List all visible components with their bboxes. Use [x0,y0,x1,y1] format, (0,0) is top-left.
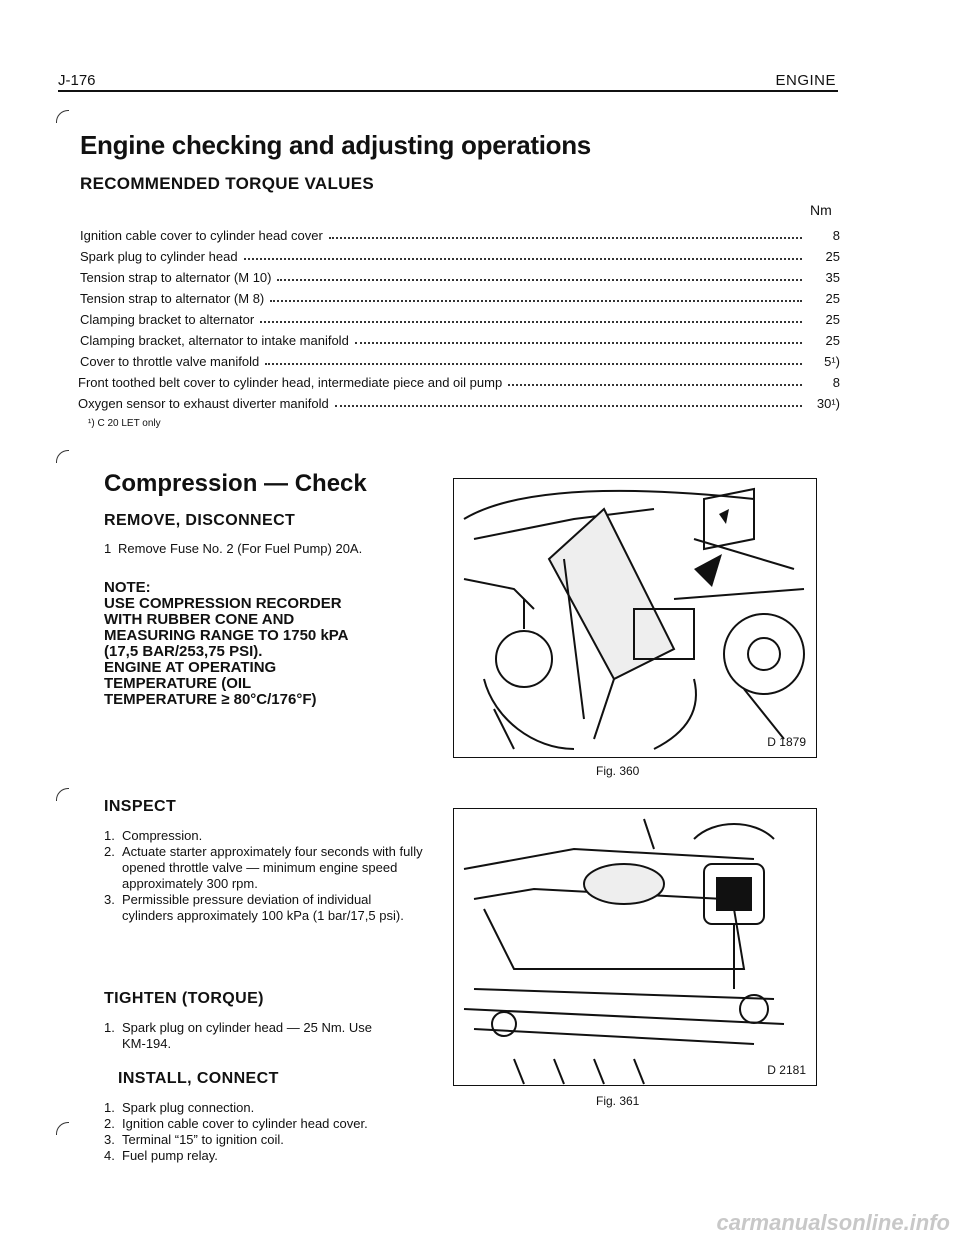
torque-row: Clamping bracket, alternator to intake manifold 25 [80,333,840,348]
torque-unit: Nm [810,202,832,218]
section-title: ENGINE [775,72,836,89]
list-item: 2. Ignition cable cover to cylinder head cover. [104,1116,368,1131]
torque-row: Clamping bracket to alternator 25 [80,312,840,327]
install-heading: INSTALL, CONNECT [118,1070,279,1087]
cylinder-head-illustration [454,809,816,1085]
torque-heading: RECOMMENDED TORQUE VALUES [80,174,375,193]
torque-table [80,222,840,411]
watermark: carmanualsonline.info [716,1210,950,1235]
list-item: 3. Permissible pressure deviation of individual cylinders approximately 100 kPa (1 bar/17,5 psi). [104,892,404,923]
inspect-list [104,828,424,924]
page-title: Engine checking and adjusting operations [80,130,591,160]
list-item: 2. Actuate starter approximately four seconds with fully opened throttle valve — minimum engine speed approximately 300 rpm. [104,844,423,891]
margin-mark [56,1122,69,1135]
margin-mark [56,110,69,123]
figure-361 [453,808,817,1086]
install-list [104,1100,394,1164]
figure-caption: Fig. 361 [596,1094,640,1108]
figure-caption: Fig. 360 [596,764,640,778]
note-block: NOTE: USE COMPRESSION RECORDER WITH RUBBER CONE AND MEASURING RANGE TO 1750 kPA (17,5 BAR/253,75 PSI). ENGINE AT OPERATING TEMPERATURE (OIL TEMPERATURE ≥ 80°C/176°F) [104,579,349,708]
torque-row: Spark plug to cylinder head 25 [80,249,840,264]
remove-list [104,541,424,557]
list-item: 1 Remove Fuse No. 2 (For Fuel Pump) 20A. [104,541,363,556]
list-item: 4. Fuel pump relay. [104,1148,218,1163]
list-item: 1. Spark plug on cylinder head — 25 Nm. Use KM-194. [104,1020,373,1051]
engine-bay-illustration [454,479,816,757]
margin-mark [56,788,69,801]
list-item: 1. Compression. [104,828,203,843]
torque-row: Tension strap to alternator (M 8) 25 [80,291,840,306]
header-rule [58,90,838,92]
list-item: 1. Spark plug connection. [104,1100,255,1115]
torque-row: Oxygen sensor to exhaust diverter manifold 30¹) [78,396,840,411]
inspect-heading: INSPECT [104,798,177,815]
torque-row: Cover to throttle valve manifold 5¹) [80,354,840,369]
page-number: J-176 [58,72,96,89]
footnote: ¹) C 20 LET only [88,418,161,429]
tighten-list [104,1020,384,1052]
list-item: 3. Terminal “15” to ignition coil. [104,1132,284,1147]
tighten-heading: TIGHTEN (TORQUE) [104,990,264,1007]
figure-code: D 1879 [767,735,806,749]
remove-heading: REMOVE, DISCONNECT [104,512,296,529]
margin-mark [56,450,69,463]
figure-code: D 2181 [767,1063,806,1077]
compression-title: Compression — Check [104,470,367,497]
torque-row: Front toothed belt cover to cylinder head, intermediate piece and oil pump 8 [78,375,840,390]
figure-360 [453,478,817,758]
torque-row: Tension strap to alternator (M 10) 35 [80,270,840,285]
torque-row: Ignition cable cover to cylinder head cover 8 [80,228,840,243]
